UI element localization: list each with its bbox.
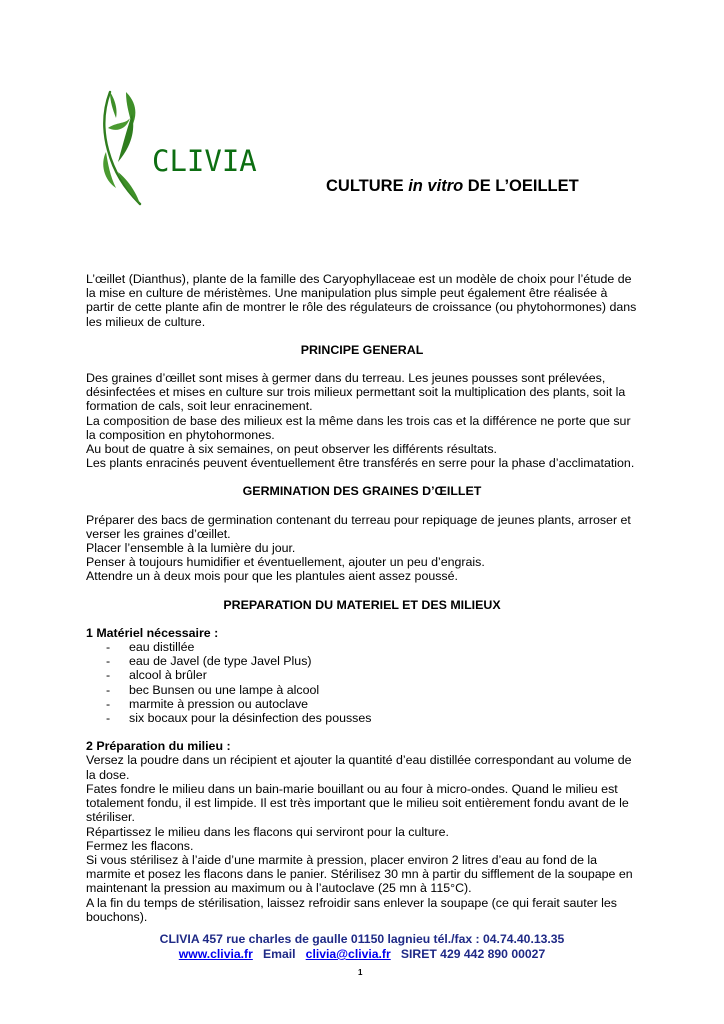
germination-heading: GERMINATION DES GRAINES D’ŒILLET: [242, 484, 482, 499]
clivia-logo: [96, 88, 276, 210]
germination-line: Penser à toujours humidifier et éventuellement, ajouter un peu d’engrais.: [86, 555, 485, 570]
document-body: [86, 272, 638, 924]
list-item: - alcool à brûler: [106, 668, 207, 683]
materiel-heading: 1 Matériel nécessaire :: [86, 625, 219, 640]
intro-paragraph: L’œillet (Dianthus), plante de la famille des Caryophyllaceae est un modèle de choix pour l’étude de la mise en culture de méristèmes. Une manipulation plus simple peut également être réalisée à partir de cette plante afin de montrer le rôle des régulateurs de croissance (ou phytohormones) dans les milieux de culture.: [86, 272, 637, 329]
milieu-line: Fates fondre le milieu dans un bain-marie bouillant ou au four à micro-ondes. Quand le milieu est totalement fondu, il est limpide. Il est très important que le milieu soit entièrement fondu avant de le stériliser.: [86, 781, 629, 825]
milieu-line: Fermez les flacons.: [86, 838, 194, 853]
title-end: DE L’OEILLET: [463, 177, 579, 195]
title-start: CULTURE: [326, 177, 409, 195]
germination-line: Préparer des bacs de germination contenant du terreau pour repiquage de jeunes plants, arroser et verser les graines d’œillet.: [86, 512, 631, 541]
milieu-heading: 2 Préparation du milieu :: [86, 739, 231, 754]
siret-text: SIRET 429 442 890 00027: [390, 947, 546, 961]
email-link[interactable]: clivia@clivia.fr: [305, 947, 391, 961]
germination-line: Attendre un à deux mois pour que les plantules aient assez poussé.: [86, 569, 458, 584]
germination-line: Placer l’ensemble à la lumière du jour.: [86, 541, 296, 556]
materiel-list: [86, 640, 638, 725]
milieu-line: Répartissez le milieu dans les flacons qui serviront pour la culture.: [86, 824, 449, 839]
principe-heading: PRINCIPE GENERAL: [300, 342, 424, 357]
principe-line: Les plants enracinés peuvent éventuellement être transférés en serre pour la phase d’acclimatation.: [86, 456, 635, 471]
list-item: - bec Bunsen ou une lampe à alcool: [106, 682, 320, 697]
list-item: - eau distillée: [106, 640, 195, 655]
page-footer: [0, 932, 724, 962]
title-italic: in vitro: [408, 177, 464, 195]
footer-address: CLIVIA 457 rue charles de gaulle 01150 lagnieu tél./fax : 04.74.40.13.35: [159, 932, 565, 946]
document-title: [326, 177, 579, 196]
list-item: - marmite à pression ou autoclave: [106, 696, 309, 711]
principe-line: Des graines d’œillet sont mises à germer dans du terreau. Les jeunes pousses sont prélevées, désinfectées et mises en culture sur trois milieux permettant soit la multiplication des plants, soit la formation de cals, soit leur enracinement.: [86, 371, 626, 414]
principe-line: Au bout de quatre à six semaines, on peut observer les différents résultats.: [86, 442, 497, 457]
brand-name: CLIVIA: [152, 144, 257, 178]
page-number: 1: [358, 968, 363, 977]
list-item: - six bocaux pour la désinfection des pousses: [106, 711, 372, 726]
website-link[interactable]: www.clivia.fr: [178, 947, 253, 961]
footer-contact: [0, 947, 724, 962]
email-label: Email: [252, 947, 306, 961]
principe-line: La composition de base des milieux est la même dans les trois cas et la différence ne porte que sur la composition en phytohormones.: [86, 413, 631, 442]
milieu-line: Si vous stérilisez à l’aide d’une marmite à pression, placer environ 2 litres d’eau au fond de la marmite et posez les flacons dans le panier. Stérilisez 30 mn à partir du sifflement de la soupape en maintenant la pression au maximum ou à l’autoclave (25 mn à 115°C).: [86, 852, 633, 896]
milieu-line: A la fin du temps de stérilisation, laissez refroidir sans enlever la soupape (ce qui ferait sauter les bouchons).: [86, 895, 618, 924]
list-item: - eau de Javel (de type Javel Plus): [106, 654, 312, 669]
preparation-heading: PREPARATION DU MATERIEL ET DES MILIEUX: [223, 597, 501, 612]
milieu-line: Versez la poudre dans un récipient et ajouter la quantité d’eau distillée correspondant au volume de la dose.: [86, 753, 632, 782]
